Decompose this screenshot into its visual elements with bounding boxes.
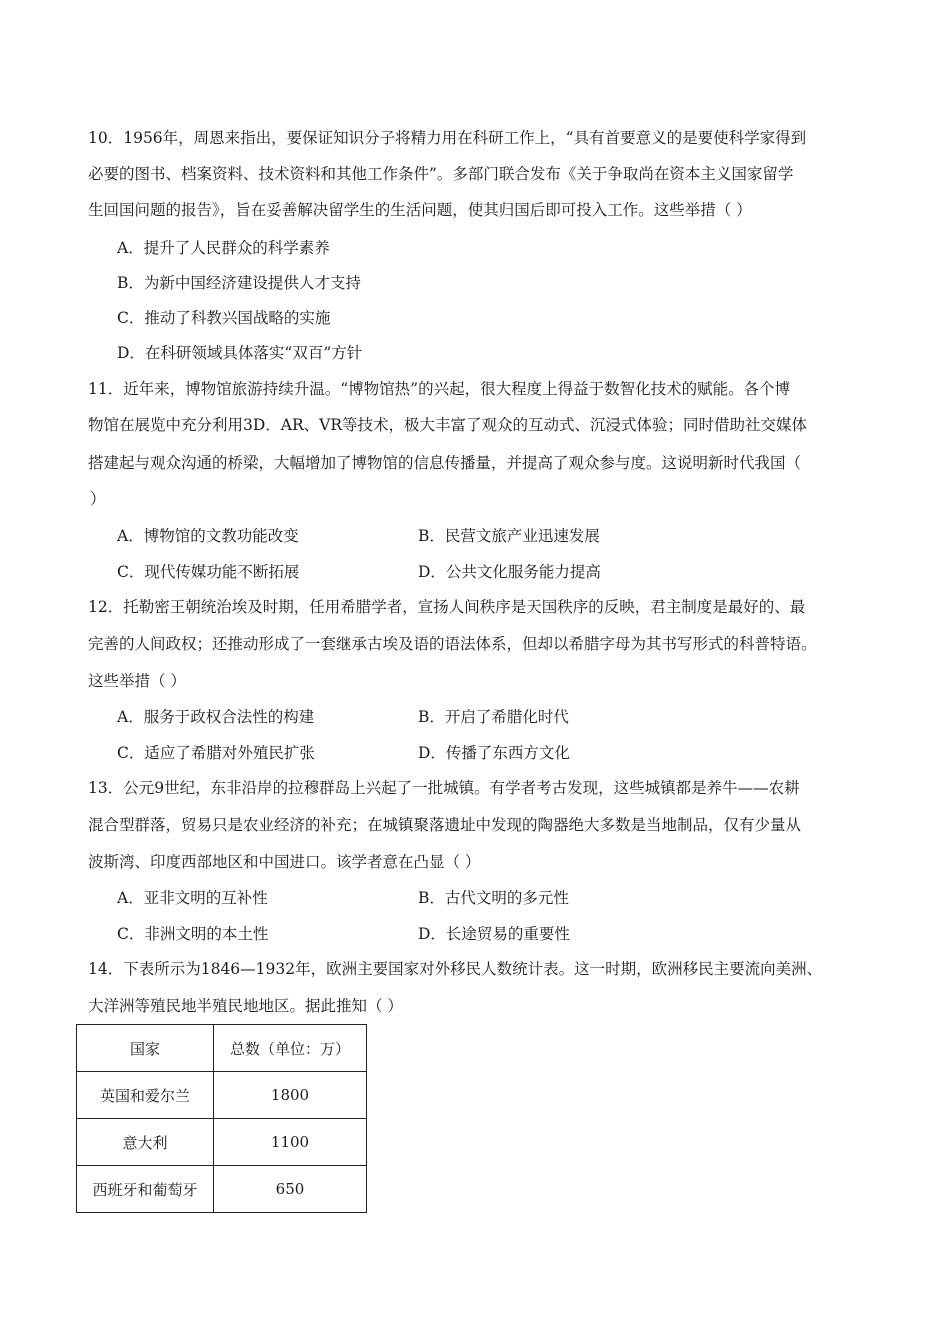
table-row [77, 1166, 367, 1213]
question-11-option-d: D．公共文化服务能力提高 [418, 563, 601, 581]
table-cell-country: 英国和爱尔兰 [77, 1072, 214, 1119]
question-13-option-a: A．亚非文明的互补性 [117, 889, 268, 907]
question-12-line-3: 这些举措（ ） [88, 672, 186, 690]
table-cell-country: 西班牙和葡萄牙 [77, 1166, 214, 1213]
question-11-line-2: 物馆在展览中充分利用3D．AR、VR等技术，极大丰富了观众的互动式、沉浸式体验；同时借助社交媒体 [88, 416, 808, 434]
question-11-line-3: 搭建起与观众沟通的桥梁，大幅增加了博物馆的信息传播量，并提高了观众参与度。这说明新时代我国（ [88, 454, 802, 472]
question-13-option-d: D．长途贸易的重要性 [418, 925, 570, 943]
question-14-line-1: 14．下表所示为1846—1932年，欧洲主要国家对外移民人数统计表。这一时期，欧洲移民主要流向美洲、 [88, 960, 823, 978]
question-11-line-4: ） [90, 490, 106, 508]
question-14-line-2: 大洋洲等殖民地半殖民地地区。据此推知（ ） [88, 997, 403, 1015]
table-cell-total: 1100 [214, 1119, 367, 1166]
table-row [77, 1072, 367, 1119]
question-13-line-3: 波斯湾、印度西部地区和中国进口。该学者意在凸显（ ） [88, 853, 481, 871]
question-10-line-3: 生回国问题的报告》，旨在妥善解决留学生的生活问题，使其归国后即可投入工作。这些举措（ ） [88, 201, 752, 219]
table-cell-country: 意大利 [77, 1119, 214, 1166]
question-10-line-1: 10．1956年，周恩来指出，要保证知识分子将精力用在科研工作上，“具有首要意义的是要使科学家得到 [88, 129, 807, 147]
question-12-option-c: C．适应了希腊对外殖民扩张 [117, 744, 315, 762]
question-12-option-a: A．服务于政权合法性的构建 [117, 708, 315, 726]
question-11-option-c: C．现代传媒功能不断拓展 [117, 563, 300, 581]
table-header-cell: 总数（单位：万） [214, 1025, 367, 1072]
table-row [77, 1119, 367, 1166]
question-10-option-c: C．推动了科教兴国战略的实施 [117, 309, 331, 327]
table-cell-total: 1800 [214, 1072, 367, 1119]
question-10-option-b: B．为新中国经济建设提供人才支持 [117, 274, 361, 292]
question-11-option-a: A．博物馆的文教功能改变 [117, 527, 299, 545]
question-10-option-d: D．在科研领域具体落实“双百”方针 [117, 344, 363, 362]
question-12-line-1: 12．托勒密王朝统治埃及时期，任用希腊学者，宣扬人间秩序是天国秩序的反映，君主制度是最好的、最 [88, 598, 806, 616]
question-12-option-b: B．开启了希腊化时代 [418, 708, 569, 726]
question-12-line-2: 完善的人间政权；还推动形成了一套继承古埃及语的语法体系，但却以希腊字母为其书写形式的科普特语。 [88, 635, 817, 653]
table-header-row [77, 1025, 367, 1072]
question-10-line-2: 必要的图书、档案资料、技术资料和其他工作条件”。多部门联合发布《关于争取尚在资本主义国家留学 [88, 165, 794, 183]
question-13-line-1: 13．公元9世纪，东非沿岸的拉穆群岛上兴起了一批城镇。有学者考古发现，这些城镇都是养牛——农耕 [88, 779, 800, 797]
table-header-cell: 国家 [77, 1025, 214, 1072]
table-cell-total: 650 [214, 1166, 367, 1213]
question-13-option-c: C．非洲文明的本土性 [117, 925, 269, 943]
question-11-option-b: B．民营文旅产业迅速发展 [418, 527, 600, 545]
question-12-option-d: D．传播了东西方文化 [418, 744, 570, 762]
question-13-line-2: 混合型群落，贸易只是农业经济的补充；在城镇聚落遗址中发现的陶器绝大多数是当地制品，仅有少量从 [88, 816, 802, 834]
emigration-table [76, 1024, 367, 1213]
question-11-line-1: 11．近年来，博物馆旅游持续升温。“博物馆热”的兴起，很大程度上得益于数智化技术的赋能。各个博 [88, 380, 791, 398]
question-13-option-b: B．古代文明的多元性 [418, 889, 569, 907]
question-10-option-a: A．提升了人民群众的科学素养 [117, 239, 330, 257]
